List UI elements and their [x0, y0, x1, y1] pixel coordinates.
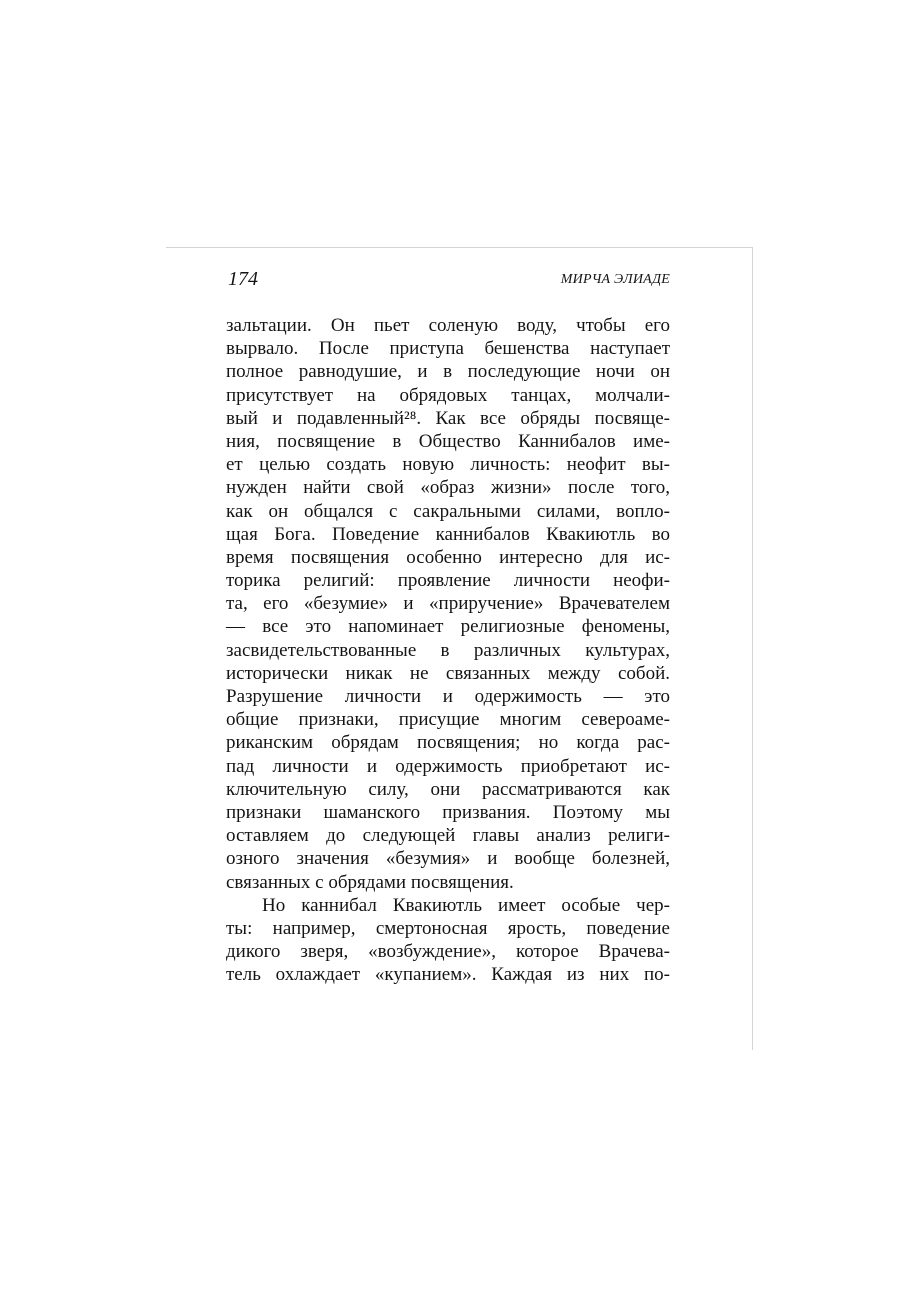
text-line: зальтации. Он пьет соленую воду, чтобы его — [226, 315, 670, 336]
text-line: ключительную силу, они рассматриваются как — [226, 778, 670, 800]
text-line: ет целью создать новую личность: неофит вы- — [226, 454, 670, 476]
text-line: озного значения «безумия» и вообще болезней, — [226, 848, 670, 870]
scan-top-edge — [166, 247, 752, 248]
text-line: общие признаки, присущие многим североаме- — [226, 709, 670, 731]
text-line: полное равнодушие, и в последующие ночи он — [226, 361, 670, 383]
text-line: торика религий: проявление личности неофи- — [226, 570, 670, 592]
text-line: риканским обрядам посвящения; но когда рас- — [226, 732, 670, 754]
book-page — [226, 266, 670, 986]
text-line: — все это напоминает религиозные феномены, — [226, 616, 670, 638]
text-line: засвидетельствованные в различных культурах, — [226, 639, 670, 661]
text-line: вырвало. После приступа бешенства наступает — [226, 338, 670, 360]
text-line: как он общался с сакральными силами, вопло- — [226, 500, 670, 522]
scan-right-edge — [752, 247, 753, 1050]
body-text — [226, 314, 670, 986]
text-line: та, его «безумие» и «приручение» Врачевателем — [226, 593, 670, 615]
text-line: ты: например, смертоносная ярость, поведение — [226, 917, 670, 939]
text-line: присутствует на обрядовых танцах, молчали- — [226, 384, 670, 406]
text-line: признаки шаманского призвания. Поэтому мы — [226, 801, 670, 823]
text-line: вый и подавленный²⁸. Как все обряды посвяще- — [226, 407, 670, 429]
text-line: дикого зверя, «возбуждение», которое Врачева- — [226, 941, 670, 963]
text-line: ния, посвящение в Общество Каннибалов име- — [226, 430, 670, 452]
paragraph-first-line: Но каннибал Квакиютль имеет особые чер- — [262, 894, 670, 916]
paragraph-last-line: связанных с обрядами посвящения. — [226, 871, 514, 893]
running-title: МИРЧА ЭЛИАДЕ — [560, 272, 670, 287]
text-line: щая Бога. Поведение каннибалов Квакиютль во — [226, 523, 670, 545]
text-line: оставляем до следующей главы анализ религи- — [226, 825, 670, 847]
text-line: исторически никак не связанных между собой. — [226, 662, 670, 684]
text-line: тель охлаждает «купанием». Каждая из них по- — [226, 964, 670, 986]
text-line: время посвящения особенно интересно для ис- — [226, 546, 670, 568]
text-line: Разрушение личности и одержимость — это — [226, 686, 670, 707]
running-head — [226, 266, 670, 296]
text-line: нужден найти свой «образ жизни» после того, — [226, 477, 670, 499]
text-line: пад личности и одержимость приобретают ис- — [226, 755, 670, 777]
page-number: 174 — [228, 268, 258, 290]
